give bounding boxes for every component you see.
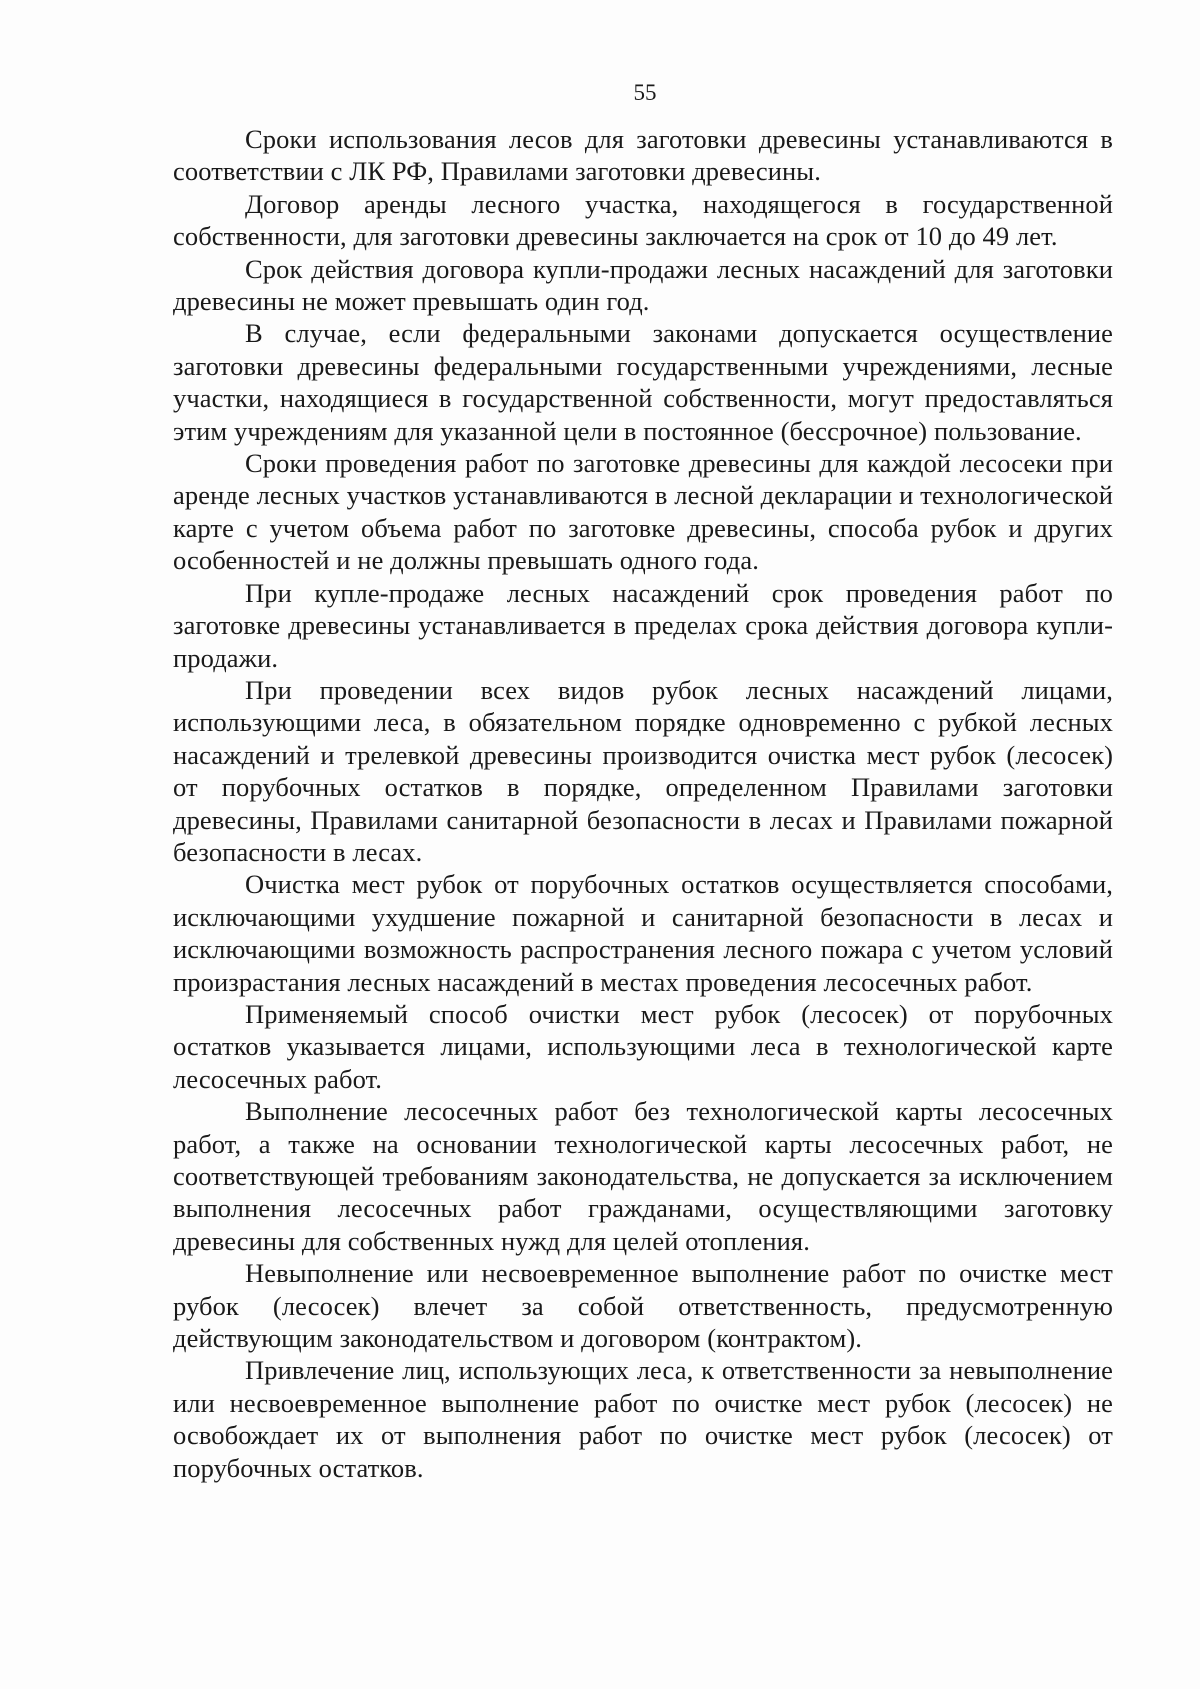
paragraph: При проведении всех видов рубок лесных насаждений лицами, использующими леса, в обязательном порядке одновременно с рубкой лесных насаждений и трелевкой древесины производится очистка мест рубок (лесосек) от порубочных остатков в порядке, определенном Правилами заготовки древесины, Правилами санитарной безопасности в лесах и Правилами пожарной безопасности в лесах.	[173, 674, 1113, 867]
paragraph: Применяемый способ очистки мест рубок (лесосек) от порубочных остатков указывается лицами, использующими леса в технологической карте лесосечных работ.	[173, 998, 1113, 1094]
paragraph: Привлечение лиц, использующих леса, к ответственности за невыполнение или несвоевременное выполнение работ по очистке мест рубок (лесосек) не освобождает их от выполнения работ по очистке мест рубок (лесосек) от порубочных остатков.	[173, 1355, 1113, 1483]
page-number: 55	[633, 80, 657, 105]
paragraph: Невыполнение или несвоевременное выполнение работ по очистке мест рубок (лесосек) влечет за собой ответственность, предусмотренную действующим законодательством и договором (контрактом).	[173, 1258, 1113, 1354]
paragraph: Очистка мест рубок от порубочных остатков осуществляется способами, исключающими ухудшение пожарной и санитарной безопасности в лесах и исключающими возможность распространения лесного пожара с учетом условий произрастания лесных насаждений в местах проведения лесосечных работ.	[173, 869, 1113, 997]
paragraph: В случае, если федеральными законами допускается осуществление заготовки древесины федеральными государственными учреждениями, лесные участки, находящиеся в государственной собственности, могут предоставляться этим учреждениям для указанной цели в постоянное (бессрочное) пользование.	[173, 318, 1113, 446]
paragraph: При купле-продаже лесных насаждений срок проведения работ по заготовке древесины устанавливается в пределах срока действия договора купли-продажи.	[173, 577, 1113, 673]
paragraph: Срок действия договора купли-продажи лесных насаждений для заготовки древесины не может превышать один год.	[173, 253, 1113, 317]
paragraph: Сроки проведения работ по заготовке древесины для каждой лесосеки при аренде лесных участков устанавливаются в лесной декларации и технологической карте с учетом объема работ по заготовке древесины, способа рубок и других особенностей и не должны превышать одного года.	[173, 448, 1113, 576]
paragraph: Договор аренды лесного участка, находящегося в государственной собственности, для заготовки древесины заключается на срок от 10 до 49 лет.	[173, 188, 1113, 252]
document-body	[173, 123, 1113, 1484]
paragraph: Сроки использования лесов для заготовки древесины устанавливаются в соответствии с ЛК РФ, Правилами заготовки древесины.	[173, 124, 1113, 187]
paragraph: Выполнение лесосечных работ без технологической карты лесосечных работ, а также на основании технологической карты лесосечных работ, не соответствующей требованиям законодательства, не допускается за исключением выполнения лесосечных работ гражданами, осуществляющими заготовку древесины для собственных нужд для целей отопления.	[173, 1096, 1113, 1256]
